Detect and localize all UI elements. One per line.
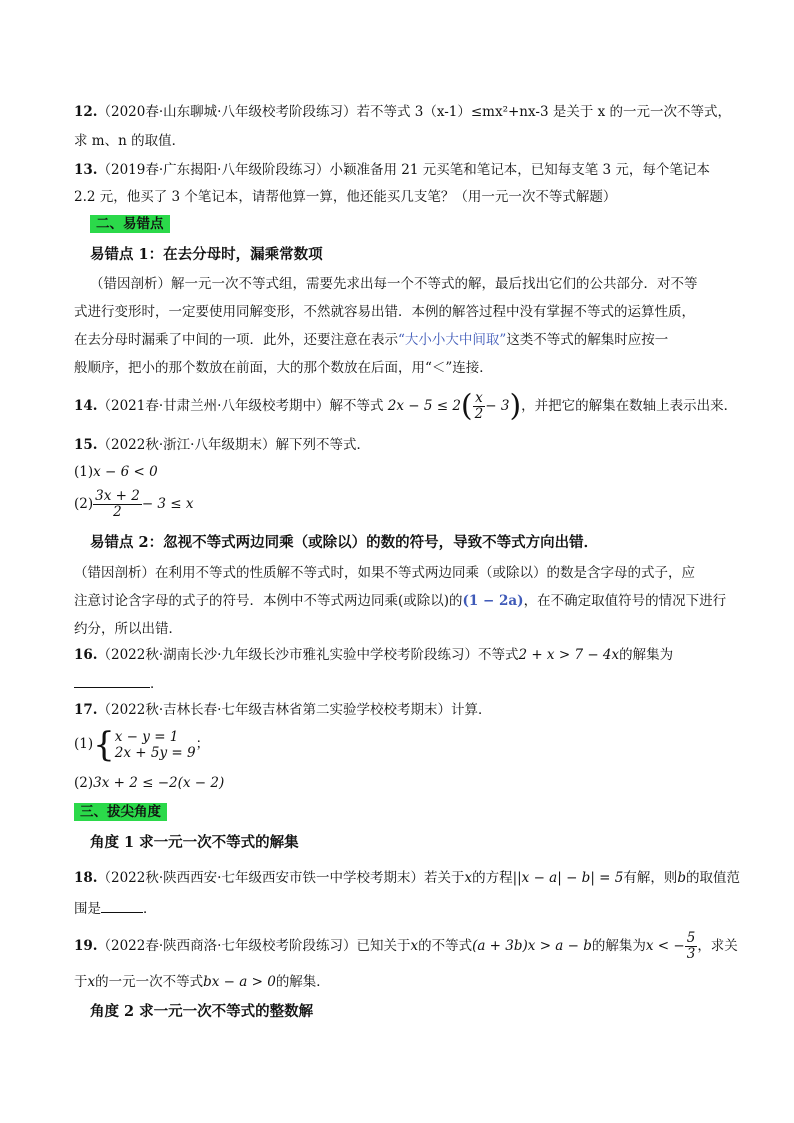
question-text: 的解集．: [275, 974, 330, 990]
question-text: 的解集为: [619, 647, 674, 663]
para-text: ，在不确定取值符号的情况下进行: [523, 593, 727, 609]
question-end: ．: [150, 676, 164, 692]
question-number: 15.: [74, 437, 98, 453]
error-2-para-line-2: [74, 591, 726, 611]
question-15-part-2: [74, 488, 194, 520]
angle-1-title: 角度 1 求一元一次不等式的解集: [90, 834, 299, 851]
question-17-line: [74, 700, 491, 720]
question-13-line-2: [74, 187, 616, 207]
part-label: (1): [74, 464, 94, 480]
question-text: 的一元一次不等式: [95, 974, 204, 990]
question-source: （2022春·陕西商洛·七年级校考阶段练习）: [97, 938, 357, 954]
left-paren: (: [460, 388, 473, 424]
fraction-denominator: 3: [686, 946, 696, 962]
part-label: (2): [74, 496, 94, 512]
question-text: 2.2 元，他买了 3 个笔记本，请帮他算一算，他还能买几支笔？（用一元一次不等式解题）: [74, 189, 617, 205]
highlight-expression: (1 − 2a): [462, 593, 524, 609]
question-number: 14.: [74, 398, 98, 414]
question-text: 若不等式 3（x-1）≤mx²+nx-3 是关于 x 的一元一次不等式，: [356, 104, 732, 120]
question-19-line-1: [74, 930, 738, 962]
para-text: 在去分母时漏乘了中间的一项．此外，还要注意在表示: [74, 332, 398, 348]
question-18-line-1: [74, 868, 740, 888]
highlight-phrase: “大小小大中间取”: [398, 332, 507, 348]
part-label: (2): [74, 775, 94, 791]
fraction-denominator: 2: [113, 504, 122, 520]
system-equation-1: x − y = 1: [114, 728, 179, 745]
para-text: 这类不等式的解集时应按一: [506, 332, 669, 348]
question-text: 的方程: [472, 870, 513, 886]
error-2-para-line-3: 约分，所以出错．: [74, 621, 182, 637]
error-point-1-title: 易错点 1：在去分母时，漏乘常数项: [90, 246, 323, 263]
section-title: 三、拔尖角度: [74, 803, 167, 821]
question-number: 19.: [74, 938, 98, 954]
expression-tail: − 3: [485, 398, 510, 414]
inequality-expression: 2 + x > 7 − 4x: [518, 647, 620, 663]
fraction: [685, 931, 698, 962]
question-17-part-2: [74, 773, 224, 793]
question-text: 求 m、n 的取值．: [74, 133, 186, 149]
system-equation-2: 2x + 5y = 9: [114, 744, 196, 761]
question-text: 小颖准备用 21 元买笔和笔记本，已知每支笔 3 元，每个笔记本: [329, 162, 710, 178]
question-source: （2022秋·吉林长春·七年级吉林省第二实验学校校考期末）: [97, 702, 451, 718]
fraction-numerator: x: [473, 391, 486, 407]
question-text: 解下列不等式．: [275, 437, 370, 453]
inequality-expression: 3x + 2 ≤ −2(x − 2): [93, 775, 225, 791]
error-point-2-title: 易错点 2：忽视不等式两边同乘（或除以）的数的符号，导致不等式方向出错．: [90, 534, 599, 551]
question-12-line-1: [74, 102, 731, 122]
inequality-expression: bx − a > 0: [203, 974, 276, 990]
question-14-line: [74, 390, 737, 422]
inequality-expression: x − 6 < 0: [93, 464, 158, 480]
question-15-part-1: [74, 462, 158, 482]
error-2-para-line-1: （错因剖析）在利用不等式的性质解不等式时，如果不等式两边同乘（或除以）的数是含字母的式子，应: [74, 565, 695, 581]
fraction-denominator: 2: [474, 406, 484, 422]
question-text: 的取值范: [686, 870, 741, 886]
question-number: 17.: [74, 702, 98, 718]
question-source: （2020春·山东聊城·八年级校考阶段练习）: [97, 104, 357, 120]
error-1-para-line-2: 式进行变形时，一定要使用同解变形，不然就容易出错．本例的解答过程中没有掌握不等式的运算性质，: [74, 304, 695, 320]
question-text: 有解，则: [623, 870, 678, 886]
question-number: 16.: [74, 647, 98, 663]
question-text: 于: [74, 974, 88, 990]
question-source: （2019春·广东揭阳·八年级阶段练习）: [97, 162, 330, 178]
solution-expression: x < −: [645, 938, 685, 954]
question-13-line-1: [74, 160, 710, 180]
question-16-line-1: [74, 645, 673, 665]
fraction: [473, 391, 486, 422]
question-number: 18.: [74, 870, 98, 886]
error-1-para-line-1: （错因剖析）解一元一次不等式组，需要先求出每一个不等式的解，最后找出它们的公共部分．对不等: [90, 276, 698, 292]
inequality-expression: 2x − 5 ≤ 2: [387, 398, 461, 414]
question-text: 计算．: [450, 702, 492, 718]
variable: b: [677, 870, 687, 886]
error-1-para-line-3: [74, 330, 668, 350]
inequality-expression: (a + 3b)x > a − b: [472, 938, 592, 954]
right-paren: ): [509, 388, 522, 424]
fraction-numerator: 3x + 2: [95, 488, 140, 504]
question-text: 不等式: [477, 647, 519, 663]
variable: x: [464, 870, 473, 886]
section-title: 二、易错点: [90, 215, 170, 233]
question-16-line-2: [74, 673, 164, 694]
para-text: 注意讨论含字母的式子的符号．本例中不等式两边同乘(或除以)的: [74, 593, 463, 609]
question-text: 已知关于: [356, 938, 411, 954]
question-15-line: [74, 435, 370, 455]
question-number: 13.: [74, 162, 98, 178]
equation-expression: ||x − a| − b| = 5: [512, 870, 624, 886]
part-end: ；: [195, 736, 210, 752]
question-text: 的不等式: [418, 938, 473, 954]
question-17-part-1: [74, 724, 210, 765]
section-2-heading: [90, 214, 170, 234]
question-text: ，并把它的解集在数轴上表示出来．: [521, 398, 738, 414]
section-3-heading: [74, 802, 167, 822]
question-19-line-2: [74, 972, 330, 992]
error-1-para-line-4: 般顺序，把小的那个数放在前面，大的那个数放在后面，用“＜”连接．: [74, 360, 493, 376]
variable: x: [410, 938, 419, 954]
question-source: （2022秋·湖南长沙·九年级长沙市雅礼实验中学校考阶段练习）: [97, 647, 478, 663]
question-text: 若关于: [423, 870, 465, 886]
question-number: 12.: [74, 104, 98, 120]
question-text: ，求关: [697, 938, 738, 954]
answer-blank[interactable]: [74, 673, 150, 688]
question-source: （2022秋·陕西西安·七年级西安市铁一中学校考期末）: [97, 870, 424, 886]
question-12-line-2: [74, 131, 185, 151]
variable: x: [87, 974, 96, 990]
part-label: (1): [74, 736, 94, 752]
question-text: 的解集为: [591, 938, 646, 954]
equation-system: [115, 729, 196, 761]
left-brace: {: [93, 724, 115, 765]
question-source: （2022秋·浙江·八年级期末）: [97, 437, 276, 453]
question-end: ．: [143, 901, 157, 917]
question-text: 解不等式: [329, 398, 384, 414]
answer-blank[interactable]: [101, 898, 143, 913]
question-source: （2021春·甘肃兰州·八年级校考期中）: [97, 398, 330, 414]
angle-2-title: 角度 2 求一元一次不等式的整数解: [90, 1003, 314, 1020]
fraction-numerator: 5: [686, 930, 696, 946]
question-text: 围是: [74, 901, 101, 917]
question-18-line-2: [74, 898, 157, 919]
expression-tail: − 3 ≤ x: [141, 496, 194, 512]
fraction: [93, 489, 142, 520]
